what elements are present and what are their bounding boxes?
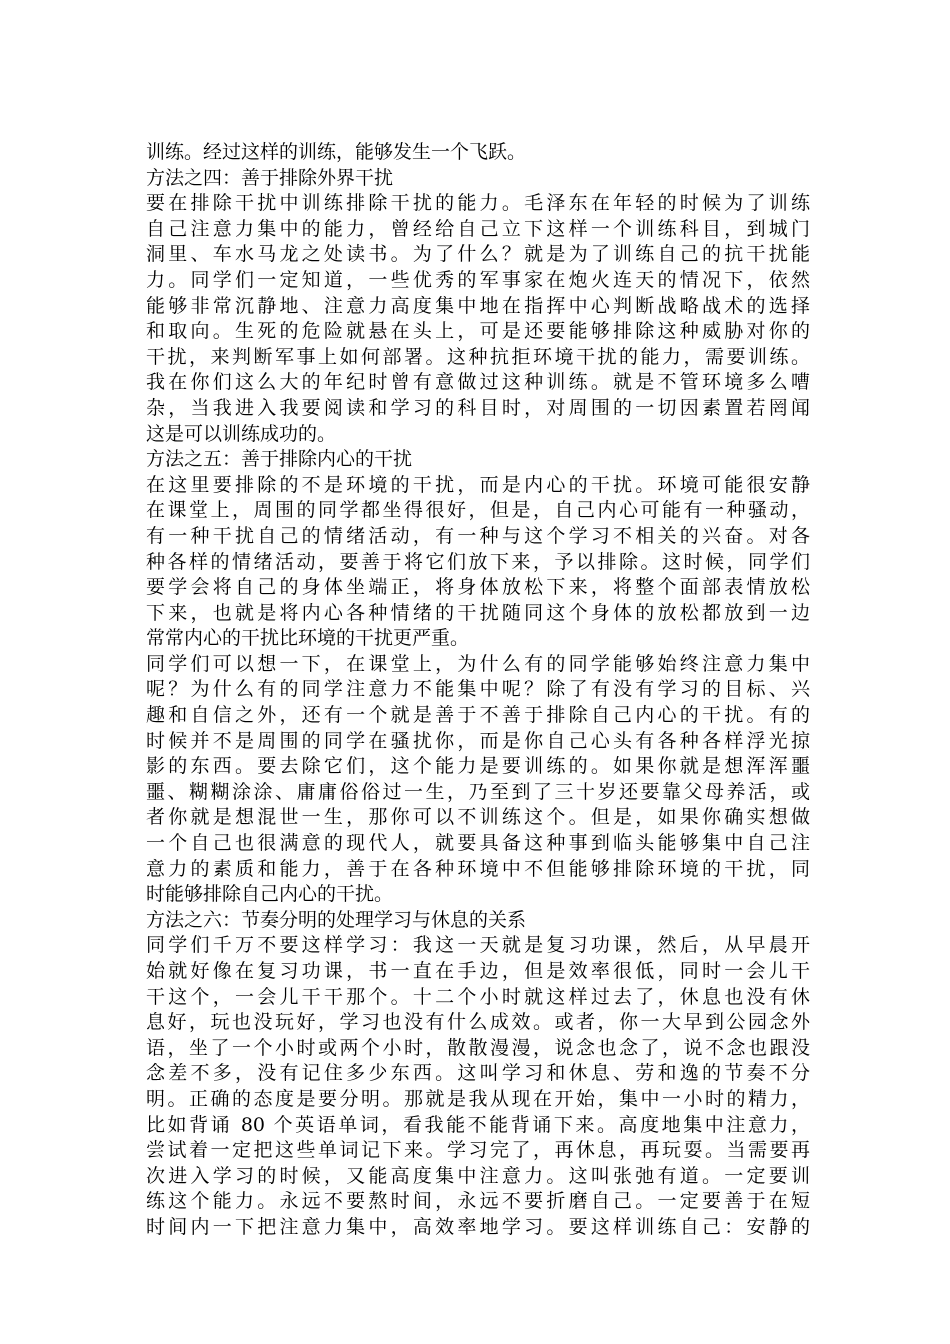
text-line: 干扰，来判断军事上如何部署。这种抗拒环境干扰的能力，需要训练。	[146, 345, 810, 368]
text-line: 自己注意力集中的能力，曾经给自己立下这样一个训练科目，到城门	[146, 217, 810, 240]
text-line: 明。正确的态度是要分明。那就是我从现在开始，集中一小时的精力，	[146, 1087, 810, 1110]
text-line: 干这个，一会儿干干那个。十二个小时就这样过去了，休息也没有休	[146, 985, 810, 1008]
text-line: 始就好像在复习功课，书一直在手边，但是效率很低，同时一会儿干	[146, 960, 810, 982]
text-line: 同学们可以想一下，在课堂上，为什么有的同学能够始终注意力集中	[146, 652, 810, 675]
text-line: 在课堂上，周围的同学都坐得很好，但是，自己内心可能有一种骚动，	[146, 499, 810, 522]
text-line: 有一种干扰自己的情绪活动，有一种与这个学习不相关的兴奋。对各	[146, 524, 810, 547]
text-line: 洞里、车水马龙之处读书。为了什么？就是为了训练自己的抗干扰能	[146, 243, 810, 266]
text-line: 这是可以训练成功的。	[146, 422, 337, 445]
text-line: 种各样的情绪活动，要善于将它们放下来，予以排除。这时候，同学们	[146, 550, 810, 573]
text-line: 我在你们这么大的年纪时曾有意做过这种训练。就是不管环境多么嘈	[146, 371, 810, 394]
text-line: 方法之五：善于排除内心的干扰	[146, 448, 413, 471]
document-body	[146, 140, 810, 1241]
text-line: 时间内一下把注意力集中，高效率地学习。要这样训练自己：安静的	[146, 1215, 810, 1238]
text-line: 次进入学习的时候，又能高度集中注意力。这叫张弛有道。一定要训	[146, 1164, 810, 1187]
text-line: 语，坐了一个小时或两个小时，散散漫漫，说念也念了，说不念也跟没	[146, 1036, 810, 1059]
text-line: 要在排除干扰中训练排除干扰的能力。毛泽东在年轻的时候为了训练	[146, 192, 810, 215]
text-line: 趣和自信之外，还有一个就是善于不善于排除自己内心的干扰。有的	[146, 704, 810, 727]
text-line: 练这个能力。永远不要熬时间，永远不要折磨自己。一定要善于在短	[146, 1190, 810, 1213]
text-line: 噩、糊糊涂涂、庸庸俗俗过一生，乃至到了三十岁还要靠父母养活，或	[146, 780, 810, 803]
text-line: 呢？为什么有的同学注意力不能集中呢？除了有没有学习的目标、兴	[146, 678, 810, 701]
text-line: 者你就是想混世一生，那你可以不训练这个。但是，如果你确实想做	[146, 806, 810, 829]
text-line: 意力的素质和能力，善于在各种环境中不但能够排除环境的干扰，同	[146, 857, 810, 880]
text-line: 时候并不是周围的同学在骚扰你，而是你自己心头有各种各样浮光掠	[146, 729, 810, 752]
text-line: 能够非常沉静地、注意力高度集中地在指挥中心判断战略战术的选择	[146, 294, 810, 317]
text-line: 尝试着一定把这些单词记下来。学习完了，再休息，再玩耍。当需要再	[146, 1139, 810, 1162]
text-line: 力。同学们一定知道，一些优秀的军事家在炮火连天的情况下，依然	[146, 268, 810, 291]
text-line: 和取向。生死的危险就悬在头上，可是还要能够排除这种威胁对你的	[146, 320, 810, 343]
text-line: 时能够排除自己内心的干扰。	[146, 883, 394, 906]
text-line: 要学会将自己的身体坐端正，将身体放松下来，将整个面部表情放松	[146, 576, 810, 599]
text-line: 下来，也就是将内心各种情绪的干扰随同这个身体的放松都放到一边	[146, 601, 810, 624]
text-line: 方法之四：善于排除外界干扰	[146, 166, 394, 189]
text-line: 一个自己也很满意的现代人，就要具备这种事到临头能够集中自己注	[146, 832, 810, 855]
text-line: 念差不多，没有记住多少东西。这叫学习和休息、劳和逸的节奏不分	[146, 1062, 810, 1085]
text-line: 比如背诵 80 个英语单词，看我能不能背诵下来。高度地集中注意力，	[146, 1113, 810, 1136]
text-line: 同学们千万不要这样学习：我这一天就是复习功课，然后，从早晨开	[146, 934, 810, 957]
text-line: 在这里要排除的不是环境的干扰，而是内心的干扰。环境可能很安静	[146, 473, 810, 496]
text-line: 常常内心的干扰比环境的干扰更严重。	[146, 627, 470, 650]
text-line: 影的东西。要去除它们，这个能力是要训练的。如果你就是想浑浑噩	[146, 755, 810, 778]
text-line: 杂，当我进入我要阅读和学习的科目时，对周围的一切因素置若罔闻	[146, 396, 810, 419]
text-line: 训练。经过这样的训练，能够发生一个飞跃。	[146, 141, 527, 163]
text-line: 方法之六：节奏分明的处理学习与休息的关系	[146, 908, 527, 931]
text-line: 息好，玩也没玩好，学习也没有什么成效。或者，你一大早到公园念外	[146, 1011, 810, 1034]
